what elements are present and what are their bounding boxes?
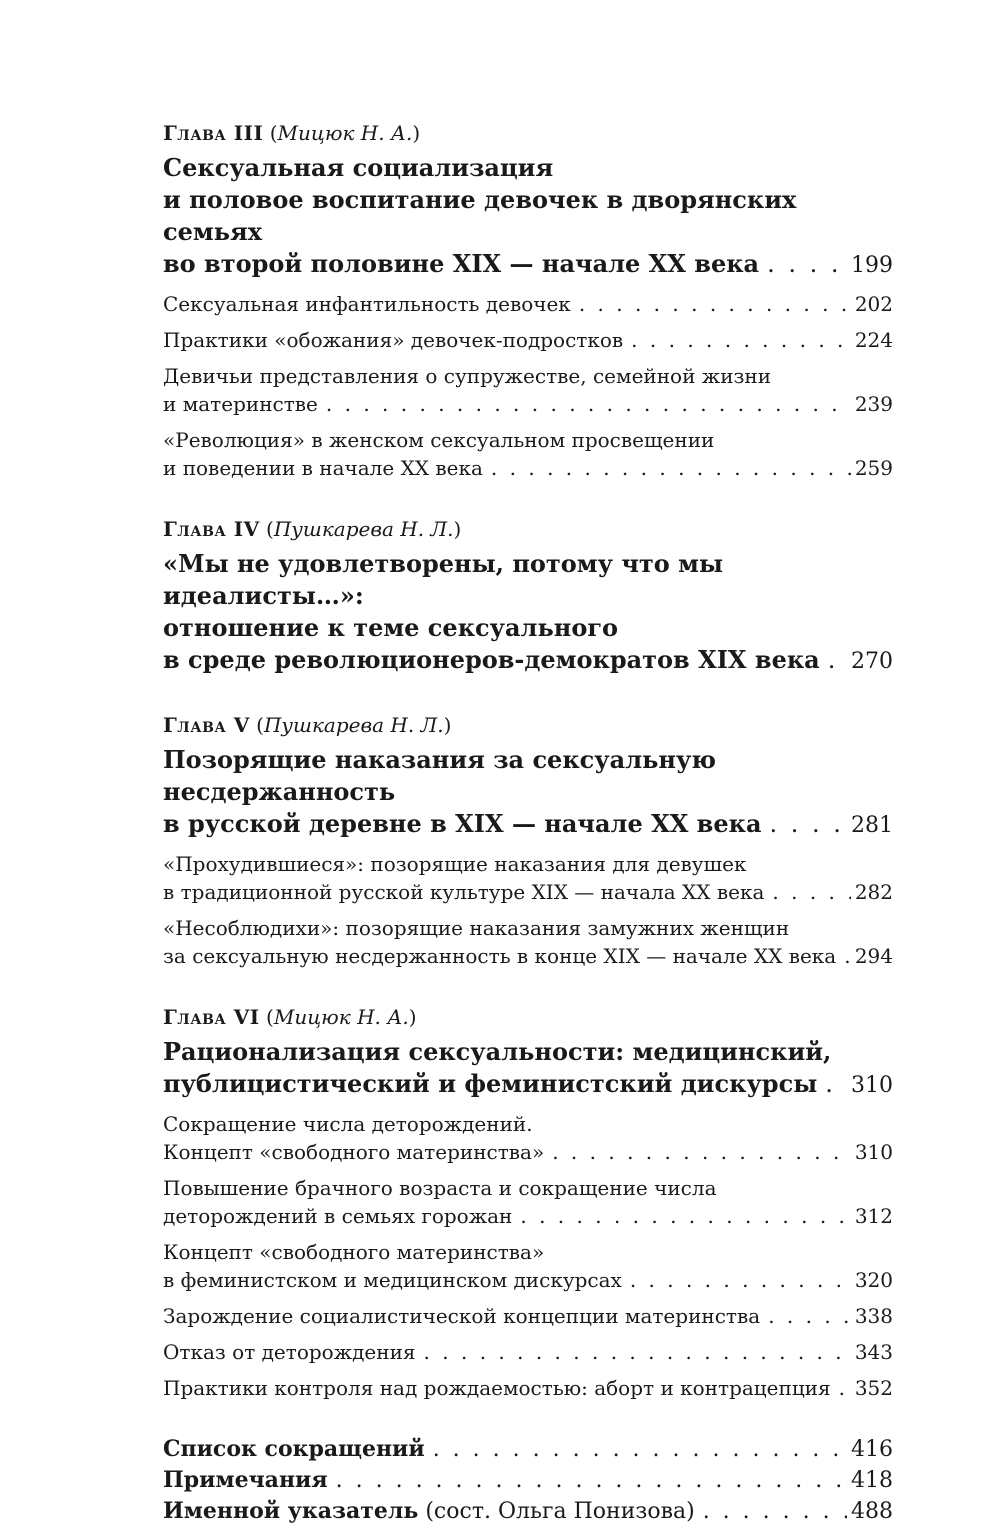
section-entry [163,850,893,906]
backmatter-title-wrap [163,1434,425,1465]
dot-leader [844,942,851,970]
section-title: Концепт «свободного материнства» [163,1140,545,1164]
page-number: 338 [854,1304,893,1328]
dot-leader [552,1138,851,1166]
section-title: Концепт «свободного материнства» [163,1240,545,1264]
chapter-author: Пушкарева Н. Л. [273,517,454,541]
page-number: 488 [851,1499,893,1524]
chapter-heading [163,118,893,148]
section-title: «Несоблюдихи»: позорящие наказания замужних женщин [163,916,790,940]
section-line [163,326,893,354]
chapter-title-last-line [163,1068,893,1102]
page-number: 312 [854,1204,893,1228]
page-number: 199 [851,253,893,278]
backmatter-title: Именной указатель [163,1498,419,1524]
chapter-heading [163,514,893,544]
chapter-entry [163,118,893,482]
dot-leader [424,1338,851,1366]
chapter-author: Мицюк Н. А. [277,121,413,145]
chapter-heading [163,710,893,740]
backmatter-title: Примечания [163,1467,328,1493]
dot-leader [703,1496,847,1527]
chapter-title [163,1036,893,1102]
backmatter-entry [163,1496,893,1527]
section-title: «Прохудившиеся»: позорящие наказания для девушек [163,852,747,876]
chapter-title-line: «Мы не удовлетворены, потому что мы идеалисты…»: [163,549,724,610]
section-line [163,1266,893,1294]
page-number: 352 [854,1376,893,1400]
chapter-title-line: в русской деревне в XIX — начале XX века [163,809,762,838]
chapter-entry [163,514,893,678]
section-entry [163,290,893,318]
dot-leader [433,1434,847,1465]
section-title: Отказ от деторождения [163,1340,416,1364]
page-number: 418 [851,1468,893,1493]
dot-leader [767,248,847,280]
section-line [163,1338,893,1366]
chapter-title-last-line [163,644,893,678]
chapter-author-wrap: (Мицюк Н. А.) [266,1005,417,1029]
chapter-label: Глава IV [163,517,260,541]
section-title: Зарождение социалистической концепции материнства [163,1304,761,1328]
chapter-label: Глава V [163,713,250,737]
chapter-title-last-line [163,808,893,842]
section-entry [163,326,893,354]
section-entry [163,914,893,970]
chapter-title [163,548,893,678]
page-number: 282 [854,880,893,904]
dot-leader [828,644,847,676]
page-number: 343 [854,1340,893,1364]
section-line [163,390,893,418]
chapter-author: Мицюк Н. А. [273,1005,409,1029]
section-entry [163,426,893,482]
backmatter-title: Список сокращений [163,1436,425,1462]
dot-leader [336,1465,847,1496]
section-title: в традиционной русской культуре XIX — начала XX века [163,880,765,904]
section-line [163,290,893,318]
backmatter [163,1434,893,1527]
chapter-title [163,152,893,282]
section-title: и материнстве [163,392,318,416]
section-line [163,1138,893,1166]
chapter-title-line: отношение к теме сексуального [163,613,619,642]
section-title: Сексуальная инфантильность девочек [163,292,571,316]
table-of-contents [163,118,893,1527]
section-line [163,1374,893,1402]
section-title: «Революция» в женском сексуальном просвещении [163,428,715,452]
chapter-title-line: в среде революционеров-демократов XIX века [163,645,820,674]
section-line [163,1202,893,1230]
dot-leader [491,454,851,482]
section-title: в феминистском и медицинском дискурсах [163,1268,622,1292]
chapter-title-last-line [163,248,893,282]
section-title: деторождений в семьях горожан [163,1204,513,1228]
dot-leader [770,808,848,840]
page-number: 281 [851,813,893,838]
dot-leader [326,390,851,418]
chapter-label: Глава VI [163,1005,260,1029]
section-title: Сокращение числа деторождений. [163,1112,533,1136]
dot-leader [768,1302,851,1330]
section-title: Девичьи представления о супружестве, семейной жизни [163,364,772,388]
dot-leader [631,326,851,354]
section-line [163,1302,893,1330]
dot-leader [839,1374,851,1402]
dot-leader [579,290,851,318]
backmatter-entry [163,1465,893,1496]
section-entry [163,362,893,418]
section-entry [163,1302,893,1330]
chapter-title-line: Рационализация сексуальности: медицинский, [163,1037,832,1066]
section-entry [163,1338,893,1366]
section-entry [163,1238,893,1294]
section-line [163,942,893,970]
page-number: 224 [854,328,893,352]
page-number: 310 [851,1073,893,1098]
chapter-title [163,744,893,842]
page-number: 294 [854,944,893,968]
dot-leader [772,878,850,906]
chapter-label: Глава III [163,121,264,145]
page-number: 416 [851,1437,893,1462]
section-title: и поведении в начале XX века [163,456,483,480]
chapter-author-wrap: (Мицюк Н. А.) [269,121,421,145]
dot-leader [630,1266,851,1294]
chapter-title-line: и половое воспитание девочек в дворянских семьях [163,185,797,246]
chapter-entry [163,1002,893,1402]
section-entry [163,1174,893,1230]
page-number: 270 [851,649,893,674]
page-number: 320 [854,1268,893,1292]
chapter-title-line: публицистический и феминистский дискурсы [163,1069,818,1098]
chapter-author-wrap: (Пушкарева Н. Л.) [256,713,452,737]
chapter-title-line: Позорящие наказания за сексуальную несдержанность [163,745,716,806]
page-number: 202 [854,292,893,316]
backmatter-entry [163,1434,893,1465]
chapter-author: Пушкарева Н. Л. [263,713,444,737]
section-line [163,878,893,906]
backmatter-title-wrap [163,1496,695,1527]
section-title: Практики «обожания» девочек-подростков [163,328,624,352]
backmatter-title-wrap [163,1465,328,1496]
page-number: 310 [854,1140,893,1164]
chapter-heading [163,1002,893,1032]
chapter-title-line: Сексуальная социализация [163,153,554,182]
chapter-entry [163,710,893,970]
page-number: 239 [854,392,893,416]
section-line [163,454,893,482]
chapter-title-line: во второй половине XIX — начале XX века [163,249,760,278]
section-title: Практики контроля над рождаемостью: аборт и контрацепция [163,1376,831,1400]
page-number: 259 [854,456,893,480]
dot-leader [520,1202,850,1230]
section-title: Повышение брачного возраста и сокращение числа [163,1176,717,1200]
section-entry [163,1110,893,1166]
backmatter-note: (сост. Ольга Понизова) [425,1499,695,1524]
section-title: за сексуальную несдержанность в конце XIX — начале XX века [163,944,837,968]
chapter-author-wrap: (Пушкарева Н. Л.) [266,517,462,541]
section-entry [163,1374,893,1402]
dot-leader [825,1068,847,1100]
